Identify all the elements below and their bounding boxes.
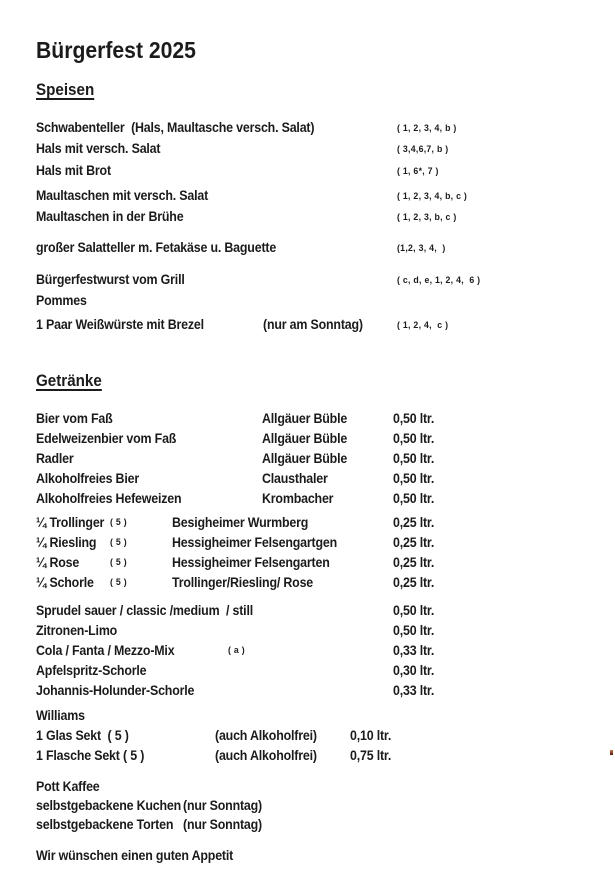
availability-note: (nur Sonntag): [183, 798, 263, 813]
menu-item-row: [0, 293, 615, 313]
drink-row: [0, 603, 615, 623]
drink-name: Radler: [36, 451, 74, 466]
price: 0,50 ltr.: [393, 451, 435, 466]
brand-name: Clausthaler: [262, 471, 328, 486]
footer-greeting: Wir wünschen einen guten Appetit: [36, 848, 234, 863]
menu-item-name: 1 Paar Weißwürste mit Brezel: [36, 317, 204, 332]
drink-name: Apfelspritz-Schorle: [36, 663, 147, 678]
drink-name: Edelweizenbier vom Faß: [36, 431, 177, 446]
wine-row: [0, 575, 615, 595]
wine-origin: Hessigheimer Felsengarten: [172, 555, 330, 570]
coffee-row: [0, 779, 615, 799]
drink-row: [0, 451, 615, 471]
section-heading-speisen: Speisen: [36, 81, 95, 99]
drink-row: [0, 623, 615, 643]
menu-item-row: [0, 120, 615, 140]
drink-row: [0, 431, 615, 451]
sekt-row: [0, 748, 615, 768]
menu-item-name: Pommes: [36, 293, 87, 308]
wine-row: [0, 535, 615, 555]
menu-item-row: [0, 188, 615, 208]
allergen-note: (1,2, 3, 4, ): [397, 243, 446, 254]
availability-note: (auch Alkoholfrei): [215, 728, 317, 743]
red-pixel-artifact: [610, 750, 613, 755]
price: 0,25 ltr.: [393, 515, 435, 530]
section-heading-getraenke: Getränke: [36, 372, 102, 390]
item-name: Pott Kaffee: [36, 779, 100, 794]
drink-name: Cola / Fanta / Mezzo-Mix: [36, 643, 175, 658]
drink-name: Sprudel sauer / classic /medium / still: [36, 603, 253, 618]
menu-item-row: [0, 240, 615, 260]
section-heading-row: [0, 372, 615, 394]
price: 0,50 ltr.: [393, 471, 435, 486]
page-title: Bürgerfest 2025: [36, 37, 196, 63]
price: 0,50 ltr.: [393, 603, 435, 618]
wine-row: [0, 555, 615, 575]
menu-item-name: Bürgerfestwurst vom Grill: [36, 272, 185, 287]
drink-name: Bier vom Faß: [36, 411, 113, 426]
availability-note: (nur am Sonntag): [263, 317, 363, 332]
allergen-note: ( 1, 2, 3, 4, b, c ): [397, 191, 468, 202]
allergen-note: ( 1, 2, 4, c ): [397, 320, 449, 331]
footer-row: [0, 848, 615, 868]
allergen-note: ( 5 ): [110, 517, 127, 528]
price: 0,25 ltr.: [393, 575, 435, 590]
drink-row: [0, 663, 615, 683]
drink-row: [0, 491, 615, 511]
allergen-note: ( 3,4,6,7, b ): [397, 144, 449, 155]
section-heading-row: [0, 81, 615, 103]
menu-item-row: [0, 317, 615, 337]
drink-name: Johannis-Holunder-Schorle: [36, 683, 195, 698]
drink-name: 1 Flasche Sekt ( 5 ): [36, 748, 145, 763]
drink-name: Alkoholfreies Hefeweizen: [36, 491, 182, 506]
drink-name: 1 Glas Sekt ( 5 ): [36, 728, 129, 743]
price: 0,50 ltr.: [393, 491, 435, 506]
coffee-row: [0, 798, 615, 818]
brand-name: Krombacher: [262, 491, 334, 506]
drink-name: ¼ Riesling: [36, 535, 97, 550]
menu-item-row: [0, 272, 615, 292]
allergen-note: ( 5 ): [110, 557, 127, 568]
availability-note: (auch Alkoholfrei): [215, 748, 317, 763]
menu-item-row: [0, 209, 615, 229]
price: 0,30 ltr.: [393, 663, 435, 678]
drink-row: [0, 708, 615, 728]
title-row: [0, 37, 615, 65]
price: 0,33 ltr.: [393, 683, 435, 698]
allergen-note: ( 5 ): [110, 577, 127, 588]
menu-item-name: Hals mit versch. Salat: [36, 141, 161, 156]
drink-row: [0, 643, 615, 663]
drink-row: [0, 411, 615, 431]
brand-name: Allgäuer Büble: [262, 451, 348, 466]
price: 0,50 ltr.: [393, 431, 435, 446]
allergen-note: ( c, d, e, 1, 2, 4, 6 ): [397, 275, 481, 286]
item-name: selbstgebackene Kuchen: [36, 798, 182, 813]
allergen-note: ( 1, 6*, 7 ): [397, 166, 439, 177]
item-name: selbstgebackene Torten: [36, 817, 174, 832]
price: 0,50 ltr.: [393, 411, 435, 426]
menu-item-name: Maultaschen in der Brühe: [36, 209, 184, 224]
menu-item-name: großer Salatteller m. Fetakäse u. Baguette: [36, 240, 277, 255]
price: 0,50 ltr.: [393, 623, 435, 638]
wine-origin: Besigheimer Wurmberg: [172, 515, 309, 530]
wine-row: [0, 515, 615, 535]
menu-item-name: Schwabenteller (Hals, Maultasche versch. Salat): [36, 120, 315, 135]
allergen-note: ( 1, 2, 3, b, c ): [397, 212, 457, 223]
availability-note: (nur Sonntag): [183, 817, 263, 832]
allergen-note: ( 5 ): [110, 537, 127, 548]
menu-item-row: [0, 141, 615, 161]
drink-name: ¼ Rose: [36, 555, 80, 570]
wine-blend: Trollinger/Riesling/ Rose: [172, 575, 314, 590]
price: 0,10 ltr.: [350, 728, 392, 743]
drink-name: Zitronen-Limo: [36, 623, 118, 638]
wine-origin: Hessigheimer Felsengartgen: [172, 535, 338, 550]
drink-name: ¼ Trollinger: [36, 515, 105, 530]
menu-item-row: [0, 163, 615, 183]
drink-row: [0, 683, 615, 703]
price: 0,33 ltr.: [393, 643, 435, 658]
brand-name: Allgäuer Büble: [262, 431, 348, 446]
menu-item-name: Hals mit Brot: [36, 163, 111, 178]
brand-name: Allgäuer Büble: [262, 411, 348, 426]
allergen-note: ( a ): [228, 645, 245, 656]
price: 0,75 ltr.: [350, 748, 392, 763]
price: 0,25 ltr.: [393, 555, 435, 570]
drink-name: Alkoholfreies Bier: [36, 471, 139, 486]
coffee-row: [0, 817, 615, 837]
williams-label: Williams: [36, 708, 85, 723]
allergen-note: ( 1, 2, 3, 4, b ): [397, 123, 457, 134]
sekt-row: [0, 728, 615, 748]
menu-item-name: Maultaschen mit versch. Salat: [36, 188, 209, 203]
drink-name: ¼ Schorle: [36, 575, 94, 590]
price: 0,25 ltr.: [393, 535, 435, 550]
drink-row: [0, 471, 615, 491]
